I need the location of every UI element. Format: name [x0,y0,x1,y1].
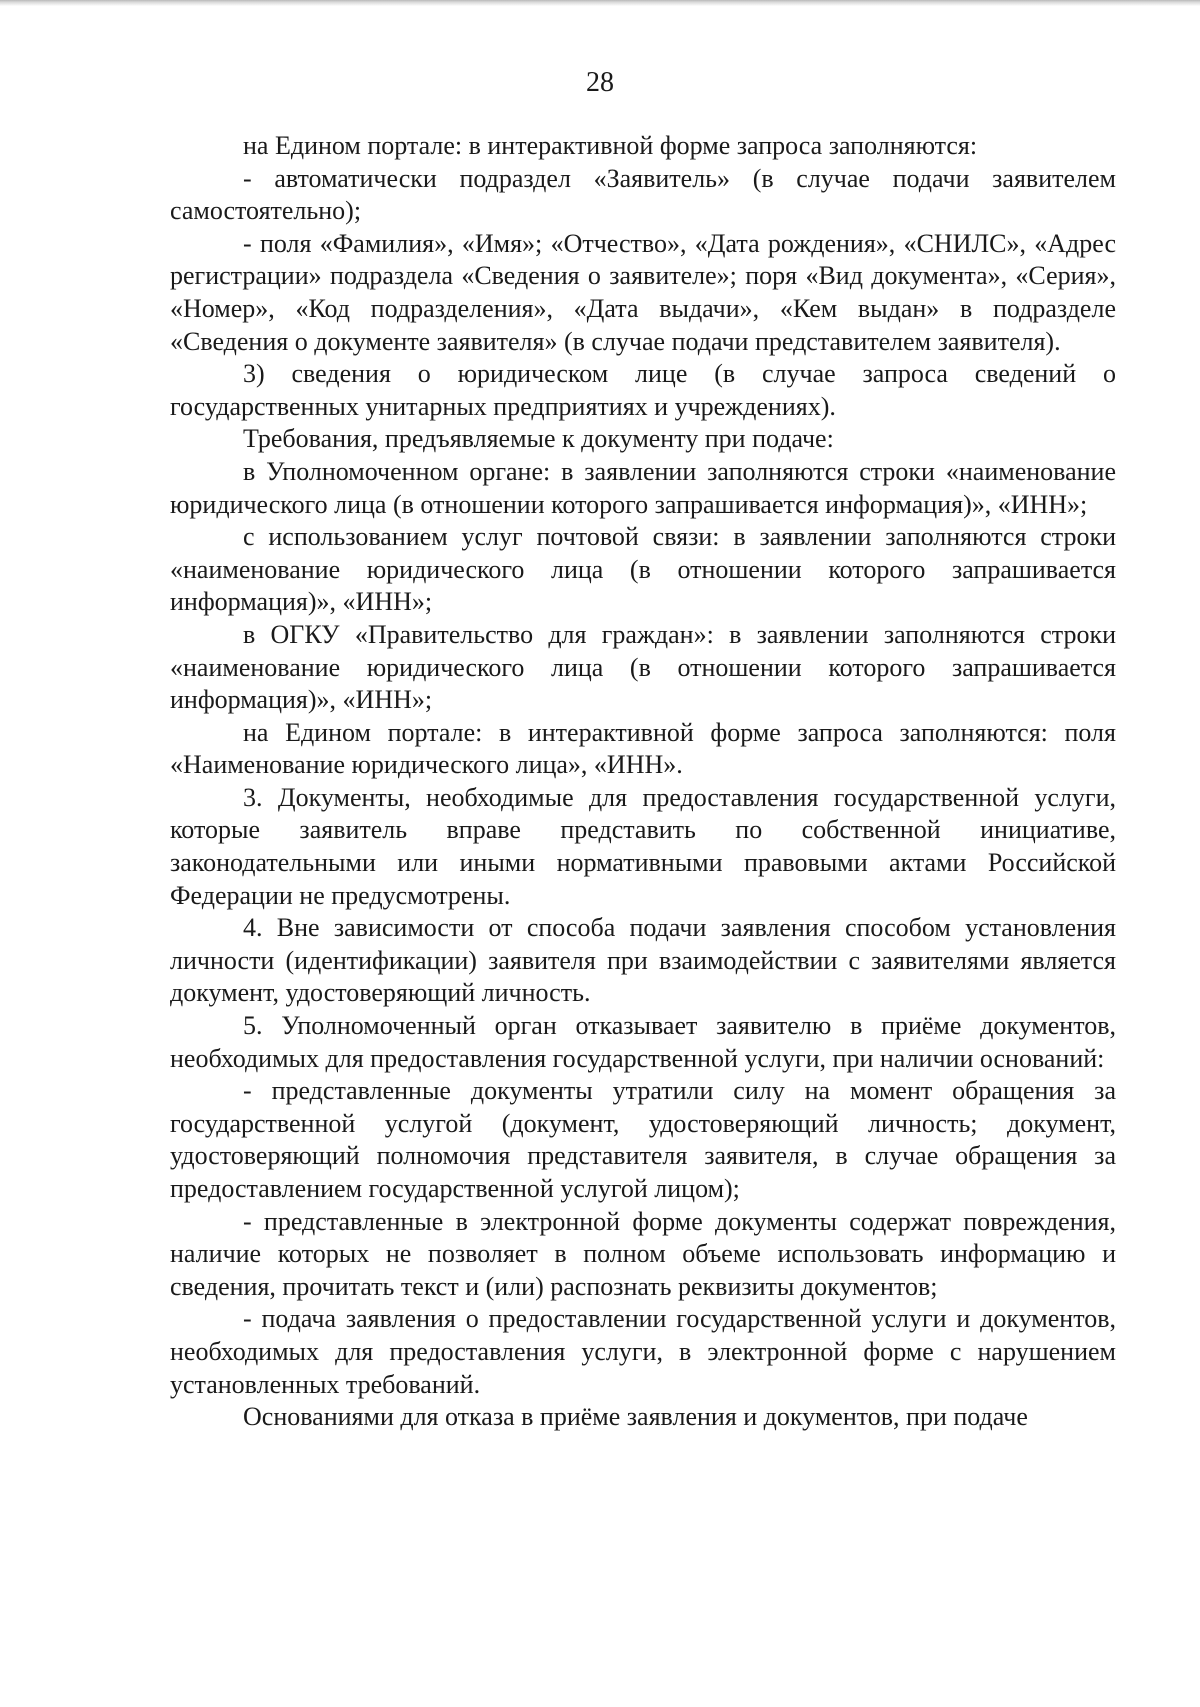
paragraph-requirements: Требования, предъявляемые к документу при подаче: [243,424,834,454]
paragraph-auto-applicant: - автоматически подраздел «Заявитель» (в случае подачи заявителем самостоятельно); [170,163,1116,226]
scan-top-edge [0,0,1200,6]
document-body [170,130,1116,1434]
paragraph-postal: с использованием услуг почтовой связи: в заявлении заполняются строки «наименование юридического лица (в отношении которого запрашивается информация)», «ИНН»; [170,522,1116,617]
paragraph-item-4: 4. Вне зависимости от способа подачи заявления способом установления личности (идентификации) заявителя при взаимодействии с заявителями является документ, удостоверяющий личность. [170,913,1116,1008]
paragraph-unified-portal: на Едином портале: в интерактивной форме запроса заполняются: поля «Наименование юридического лица», «ИНН». [170,717,1116,780]
paragraph-violation-requirements: - подача заявления о предоставлении государственной услуги и документов, необходимых для предоставления услуги, в электронной форме с нарушением установленных требований. [170,1304,1116,1399]
paragraph-portal-form: на Едином портале: в интерактивной форме запроса заполняются: [243,131,978,160]
paragraph-legal-entity-info: 3) сведения о юридическом лице (в случае запроса сведений о государственных унитарных предприятиях и учреждениях). [170,359,1116,421]
paragraph-damaged-documents: - представленные в электронной форме документы содержат повреждения, наличие которых не позволяет в полном объеме использовать информацию и сведения, прочитать текст и (или) распознать реквизиты документов; [170,1206,1116,1301]
paragraph-grounds-refusal: Основаниями для отказа в приёме заявления и документов, при подаче [243,1402,1028,1432]
paragraph-expired-documents: - представленные документы утратили силу на момент обращения за государственной услугой (документ, удостоверяющий личность; документ, удостоверяющий полномочия представителя заявителя, в случае обращения за предоставлением государственной услугой лицом); [170,1076,1116,1203]
page-number: 28 [586,67,614,98]
paragraph-authorized-body: в Уполномоченном органе: в заявлении заполняются строки «наименование юридического лица (в отношении которого запрашивается информация)», «ИНН»; [170,456,1116,519]
paragraph-ogku: в ОГКУ «Правительство для граждан»: в заявлении заполняются строки «наименование юридического лица (в отношении которого запрашивается информация)», «ИНН»; [170,619,1116,715]
paragraph-item-3: 3. Документы, необходимые для предоставления государственной услуги, которые заявитель вправе представить по собственной инициативе, законодательными или иными нормативными правовыми актами Российской Федерации не предусмотрены. [170,782,1116,910]
paragraph-fields-list: - поля «Фамилия», «Имя»; «Отчество», «Дата рождения», «СНИЛС», «Адрес регистрации» подраздела «Сведения о заявителе»; поря «Вид документа», «Серия», «Номер», «Код подразделения», «Дата выдачи», «Кем выдан» в подразделе «Сведения о документе заявителя» (в случае подачи представителем заявителя). [170,228,1116,356]
paragraph-item-5: 5. Уполномоченный орган отказывает заявителю в приёме документов, необходимых для предоставления государственной услуги, при наличии оснований: [170,1011,1116,1073]
